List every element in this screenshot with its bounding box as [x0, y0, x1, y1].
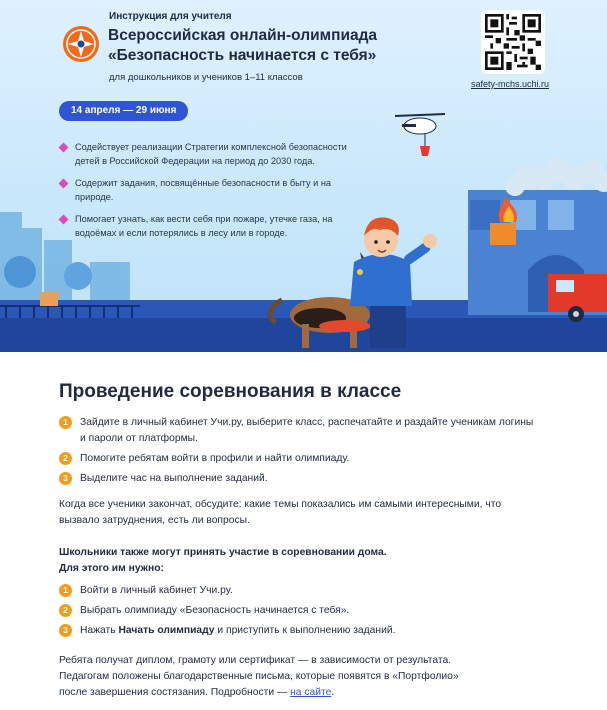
section-title: Проведение соревнования в классе	[59, 381, 402, 402]
step-number-badge: 3	[59, 624, 72, 637]
list-item: 3 Нажать Начать олимпиаду и приступить к выполнению заданий.	[59, 623, 539, 639]
list-item: 2 Выбрать олимпиаду «Безопасность начинается с тебя».	[59, 603, 539, 619]
main-content	[0, 352, 607, 710]
title-line-1: Всероссийская онлайн-олимпиада	[108, 27, 378, 44]
diamond-bullet-icon	[59, 179, 69, 189]
step-number-badge: 1	[59, 416, 72, 429]
home-intro: Школьники также могут принять участие в соревновании дома. Для этого им нужно:	[59, 547, 387, 574]
list-item: 2 Помогите ребятам войти в профили и найти олимпиаду.	[59, 451, 539, 467]
page-title	[108, 26, 438, 66]
home-steps-list	[59, 583, 539, 643]
kicker-label: Инструкция для учителя	[109, 11, 232, 22]
outro-paragraph: Ребята получат диплом, грамоту или сертификат — в зависимости от результата. Педагогам положены благодарственные письма, которые появятся в «Портфолио» после завершения состязания. Подробности — на сайте.	[59, 655, 459, 698]
qr-site-link[interactable]: safety-mchs.uchi.ru	[471, 79, 550, 89]
date-badge: 14 апреля — 29 июня	[59, 101, 188, 121]
website-link[interactable]: на сайте	[290, 687, 332, 698]
step-number-badge: 2	[59, 452, 72, 465]
diamond-bullet-icon	[59, 215, 69, 225]
list-item: 1 Зайдите в личный кабинет Учи.ру, выберите класс, распечатайте и раздайте ученикам логины и пароли от платформы.	[59, 415, 539, 447]
subtitle: для дошкольников и учеников 1–11 классов	[109, 72, 303, 83]
step-number-badge: 3	[59, 472, 72, 485]
discussion-paragraph: Когда все ученики закончат, обсудите: какие темы показались им самыми интересными, что вызвало затруднения, есть ли вопросы.	[59, 499, 502, 526]
fact-item: Помогает узнать, как вести себя при пожаре, утечке газа, на водоёмах и если потерялись в лесу или в городе.	[60, 212, 360, 240]
list-item: 3 Выделите час на выполнение заданий.	[59, 471, 539, 487]
start-button-name: Начать олимпиаду	[118, 625, 215, 636]
class-steps-list	[59, 415, 539, 491]
qr-code[interactable]	[481, 10, 545, 74]
hero-banner	[0, 0, 607, 352]
facts-list	[60, 140, 360, 248]
fact-item: Содержит задания, посвящённые безопасности в быту и на природе.	[60, 176, 360, 204]
step-number-badge: 2	[59, 604, 72, 617]
diamond-bullet-icon	[59, 143, 69, 153]
qr-code-icon	[485, 14, 541, 70]
list-item: 1 Войти в личный кабинет Учи.ру.	[59, 583, 539, 599]
fact-item: Содействует реализации Стратегии комплексной безопасности детей в Российской Федерации на период до 2030 года.	[60, 140, 360, 168]
title-line-2: «Безопасность начинается с тебя»	[108, 47, 377, 64]
emercom-logo-icon	[62, 25, 100, 63]
step-number-badge: 1	[59, 584, 72, 597]
